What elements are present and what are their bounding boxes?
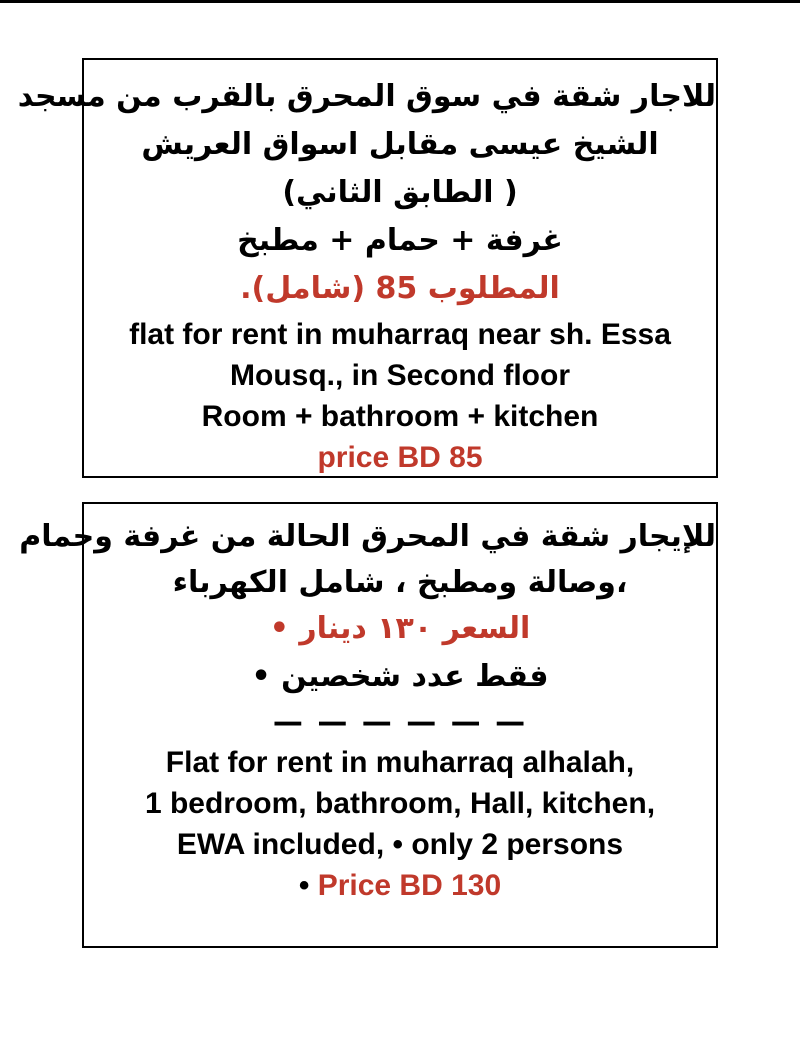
ad1-english-line-2: Mousq., in Second floor [230, 359, 570, 392]
ad2-arabic-occupancy: فقط عدد شخصين • [251, 659, 549, 694]
ad2-arabic-price: السعر ١٣٠ دينار • [269, 611, 531, 646]
ad2-english-line-3: EWA included, • only 2 persons [176, 828, 624, 861]
ad1-arabic-floor: ( الطابق الثاني) [282, 175, 518, 210]
rental-ad-card-2 [19, 502, 718, 948]
ad1-arabic-title-line-1: للاجار شقة في سوق المحرق بالقرب من مسجد [17, 79, 716, 114]
ad2-english-price: Price BD 130 [317, 869, 502, 902]
ad2-divider: — — — — — — [272, 705, 528, 740]
ad1-english-line-3: Room + bathroom + kitchen [201, 400, 599, 433]
rental-ad-card-1 [17, 58, 718, 478]
ad1-english-price: price BD 85 [317, 441, 483, 474]
ad2-english-price-line [84, 871, 716, 901]
ad2-english-line-1: Flat for rent in muharraq alhalah, [165, 746, 635, 779]
ad1-arabic-price: المطلوب 85 (شامل). [240, 271, 560, 306]
top-border-line [0, 0, 800, 3]
ad1-english-line-1: flat for rent in muharraq near sh. Essa [129, 318, 671, 351]
ad1-arabic-rooms: غرفة + حمام + مطبخ [237, 223, 563, 258]
ad1-arabic-title-line-2: الشيخ عيسى مقابل اسواق العريش [141, 127, 659, 162]
ad2-english-line-2: 1 bedroom, bathroom, Hall, kitchen, [144, 787, 656, 820]
bullet-icon: • [298, 869, 310, 902]
ad2-arabic-line-1: للإيجار شقة في المحرق الحالة من غرفة وحمام [19, 519, 716, 554]
ad2-arabic-line-2: ،وصالة ومطبخ ، شامل الكهرباء [172, 565, 628, 600]
